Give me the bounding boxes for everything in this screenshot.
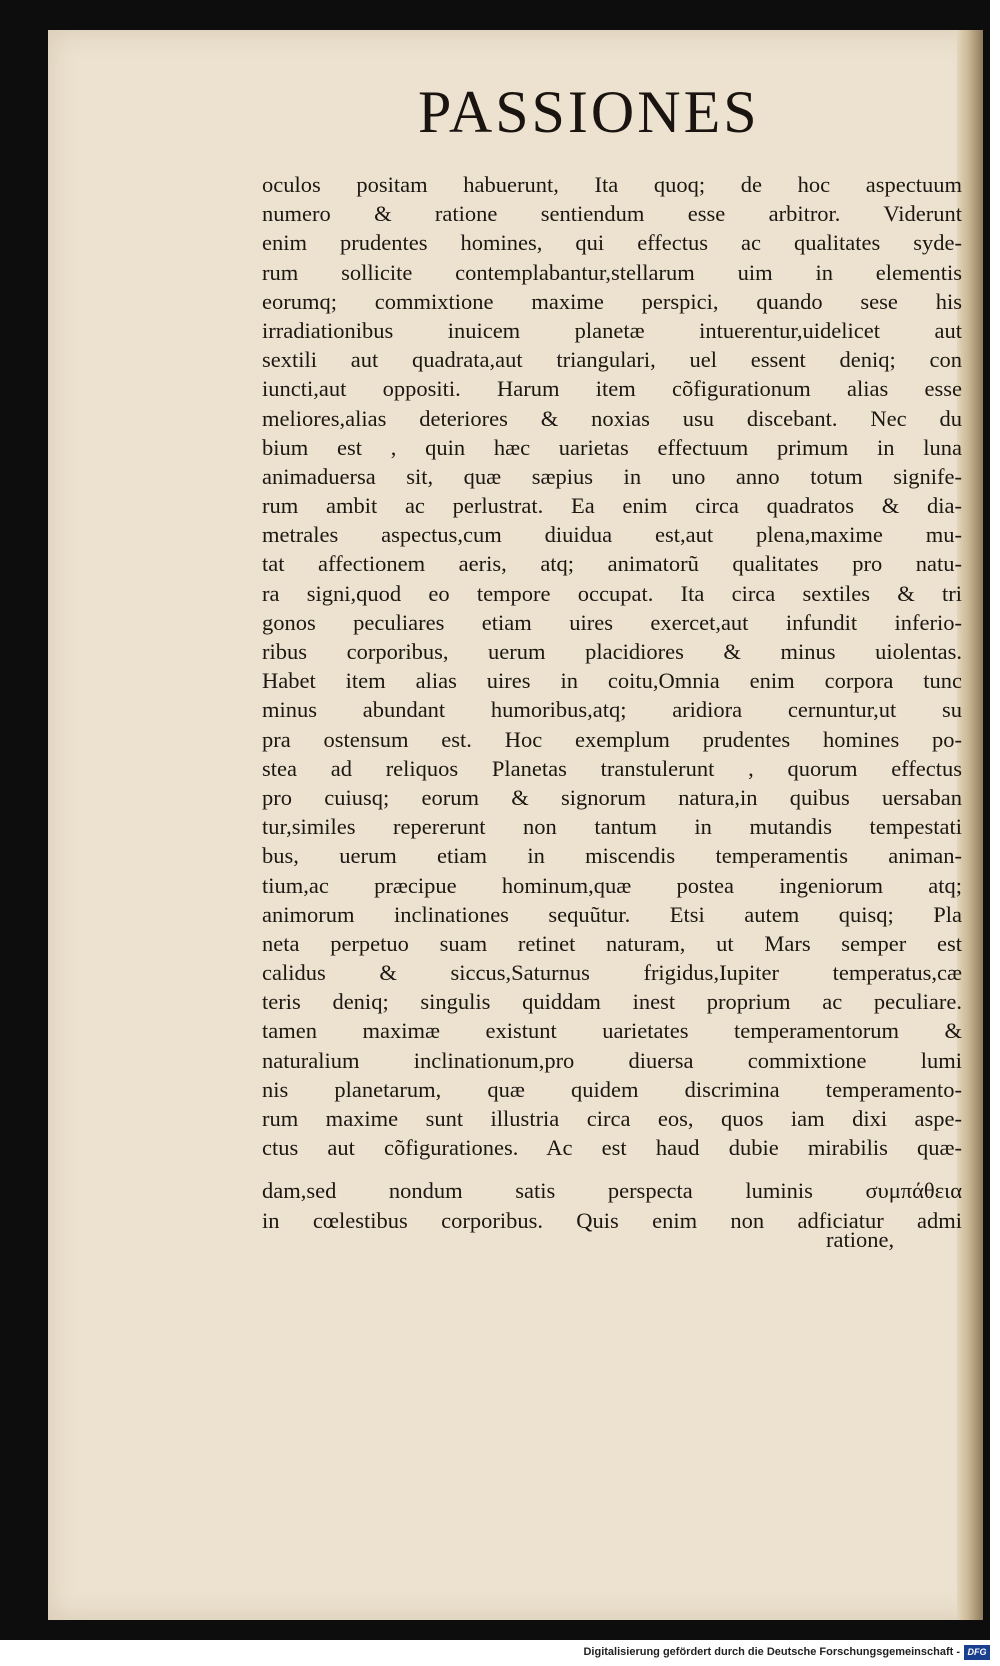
text-line: ctus aut cõfigurationes. Ac est haud dubie mirabilis quæ-: [262, 1135, 962, 1161]
text-line: ra signi,quod eo tempore occupat. Ita circa sextiles & tri: [262, 580, 962, 606]
catchword: ratione,: [826, 1227, 895, 1252]
text-line: irradiationibus inuicem planetæ intuerentur,uidelicet aut: [262, 317, 962, 343]
text-line: rum sollicite contemplabantur,stellarum uim in elementis: [262, 259, 962, 285]
text-line: naturalium inclinationum,pro diuersa commixtione lumi: [262, 1047, 962, 1073]
text-line: dam,sed nondum satis perspecta luminis συμπάθεια: [262, 1178, 962, 1204]
text-line: teris deniq; singulis quiddam inest proprium ac peculiare.: [262, 989, 962, 1015]
dfg-logo-icon: DFG: [964, 1645, 990, 1660]
text-line: rum maxime sunt illustria circa eos, quos iam dixi aspe-: [262, 1106, 962, 1131]
text-line: meliores,alias deteriores & noxias usu discebant. Nec du: [262, 405, 962, 431]
body-text: [262, 170, 962, 1235]
text-line: sextili aut quadrata,aut triangulari, uel essent deniq; con: [262, 347, 962, 373]
text-line: Habet item alias uires in coitu,Omnia enim corpora tunc: [262, 668, 962, 694]
text-line: nis planetarum, quæ quidem discrimina temperamento-: [262, 1076, 962, 1102]
text-line: pro cuiusq; eorum & signorum natura,in quibus uersaban: [262, 784, 962, 810]
text-line: oculos positam habuerunt, Ita quoq; de hoc aspectuum: [262, 172, 962, 197]
text-line: iuncti,aut oppositi. Harum item cõfigurationum alias esse: [262, 376, 962, 402]
text-line: neta perpetuo suam retinet naturam, ut Mars semper est: [262, 930, 962, 956]
footer-bar: [0, 1642, 1000, 1666]
footer-credit: Digitalisierung gefördert durch die Deutsche Forschungsgemeinschaft -: [583, 1646, 960, 1658]
text-line: minus abundant humoribus,atq; aridiora cernuntur,ut su: [262, 697, 962, 723]
text-line: ribus corporibus, uerum placidiores & minus uiolentas.: [262, 639, 962, 664]
text-line: animorum inclinationes sequũtur. Etsi autem quisq; Pla: [262, 901, 962, 927]
text-line: animaduersa sit, quæ sæpius in uno anno totum signife-: [262, 463, 962, 489]
text-line: stea ad reliquos Planetas transtulerunt , quorum effectus: [262, 755, 962, 781]
page-title: PASSIONES: [418, 79, 760, 145]
text-line: metrales aspectus,cum diuidua est,aut plena,maxime mu-: [262, 522, 962, 548]
text-line: in cœlestibus corporibus. Quis enim non adficiatur admi: [262, 1207, 962, 1233]
text-line: tamen maximæ existunt uarietates temperamentorum &: [262, 1018, 962, 1044]
text-line: tium,ac præcipue hominum,quæ postea ingeniorum atq;: [262, 872, 962, 898]
text-line: pra ostensum est. Hoc exemplum prudentes homines po-: [262, 726, 962, 752]
text-line: calidus & siccus,Saturnus frigidus,Iupiter temperatus,cæ: [262, 960, 962, 986]
book-page: [48, 30, 983, 1620]
text-line: gonos peculiares etiam uires exercet,aut infundit inferio-: [262, 609, 962, 635]
text-line: enim prudentes homines, qui effectus ac qualitates syde-: [262, 230, 962, 256]
text-line: rum ambit ac perlustrat. Ea enim circa quadratos & dia-: [262, 493, 962, 519]
text-line: eorumq; commixtione maxime perspici, quando sese his: [262, 288, 962, 314]
text-line: tur,similes repererunt non tantum in mutandis tempestati: [262, 814, 962, 840]
text-line: tat affectionem aeris, atq; animatorũ qualitates pro natu-: [262, 551, 962, 577]
text-line: bium est , quin hæc uarietas effectuum primum in luna: [262, 434, 962, 460]
text-line: numero & ratione sentiendum esse arbitror. Viderunt: [262, 201, 962, 227]
text-line: bus, uerum etiam in miscendis temperamentis animan-: [262, 843, 962, 869]
